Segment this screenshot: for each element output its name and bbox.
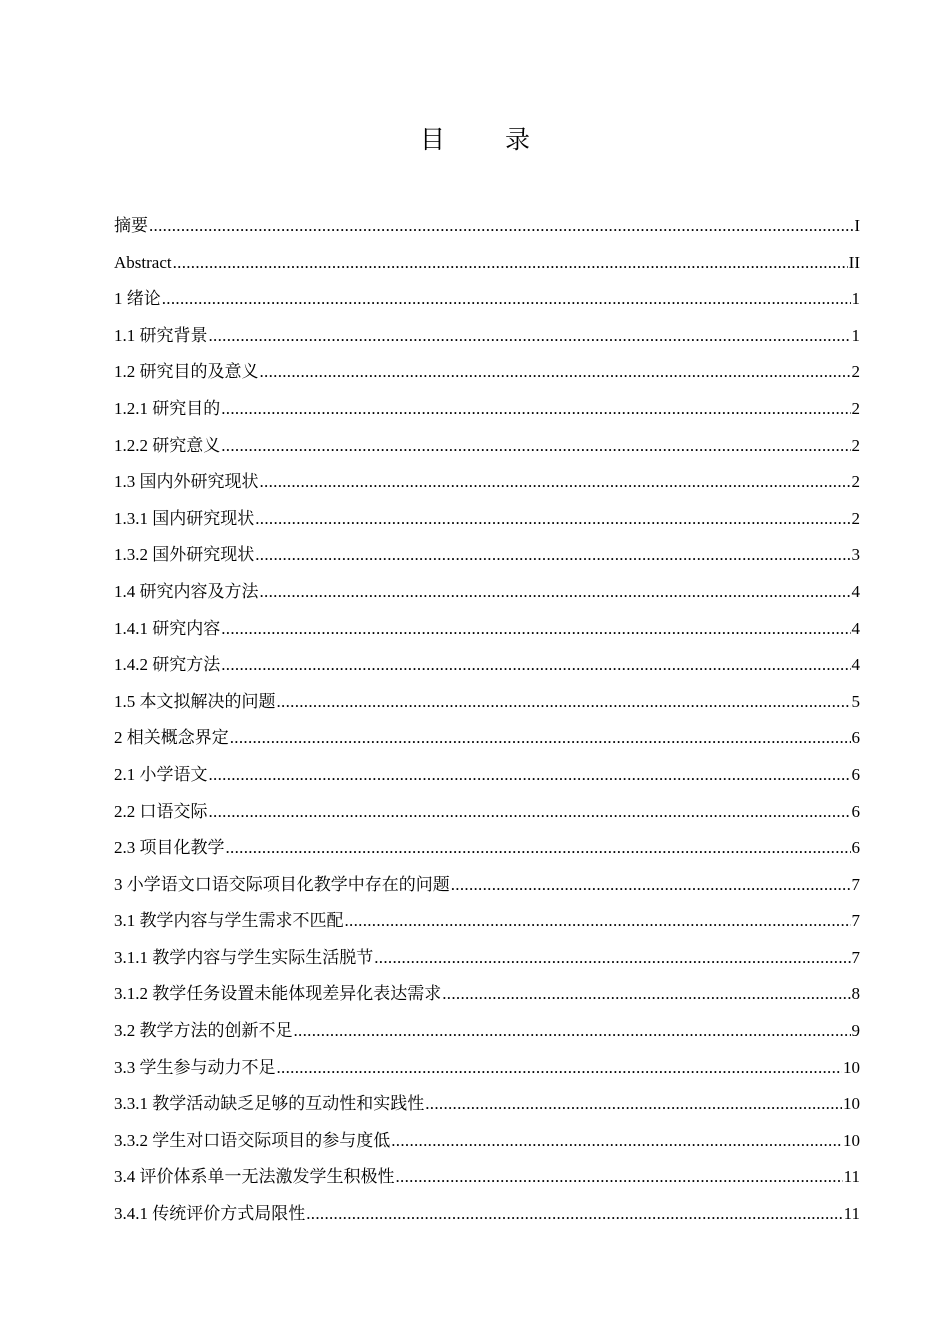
- toc-title: 目 录: [420, 125, 556, 154]
- toc-dot-leader: [221, 428, 850, 465]
- toc-entry-page-number: 2: [851, 398, 860, 418]
- toc-entry[interactable]: [114, 720, 860, 757]
- toc-entry-label: 1.4.1 研究内容: [114, 618, 221, 638]
- toc-entry-label: 3.3 学生参与动力不足: [114, 1057, 276, 1077]
- toc-dot-leader: [230, 720, 851, 757]
- toc-entry[interactable]: [114, 867, 860, 904]
- toc-entry[interactable]: [114, 318, 860, 355]
- toc-dot-leader: [277, 1050, 843, 1087]
- toc-entry[interactable]: [114, 574, 860, 611]
- toc-dot-leader: [209, 794, 851, 831]
- toc-entry[interactable]: [114, 976, 860, 1013]
- toc-entry[interactable]: [114, 903, 860, 940]
- toc-dot-leader: [260, 464, 851, 501]
- toc-entry-page-number: 7: [851, 947, 860, 967]
- toc-entry[interactable]: [114, 684, 860, 721]
- toc-entry-page-number: 6: [851, 801, 860, 821]
- toc-entry-label: 1.4.2 研究方法: [114, 655, 221, 675]
- toc-dot-leader: [255, 501, 850, 538]
- toc-entry-page-number: 2: [851, 472, 860, 492]
- toc-entry-label: 1.4 研究内容及方法: [114, 581, 259, 601]
- toc-entry-label: 3 小学语文口语交际项目化教学中存在的问题: [114, 874, 450, 894]
- toc-entry[interactable]: [114, 1196, 860, 1233]
- toc-dot-leader: [226, 830, 851, 867]
- toc-dot-leader: [162, 281, 851, 318]
- toc-entry-page-number: 1: [851, 289, 860, 309]
- toc-entry-page-number: 6: [851, 764, 860, 784]
- toc-entry-page-number: 2: [851, 508, 860, 528]
- toc-entry-label: 3.1.2 教学任务设置未能体现差异化表达需求: [114, 984, 442, 1004]
- toc-entry-page-number: 10: [843, 1057, 860, 1077]
- toc-dot-leader: [149, 208, 853, 245]
- toc-entry[interactable]: [114, 1086, 860, 1123]
- toc-entry-label: 1.2.2 研究意义: [114, 435, 221, 455]
- toc-entry-label: 1.3 国内外研究现状: [114, 472, 259, 492]
- toc-entry-page-number: 4: [851, 618, 860, 638]
- toc-dot-leader: [221, 391, 850, 428]
- toc-dot-leader: [396, 1159, 843, 1196]
- toc-entry-label: 2.2 口语交际: [114, 801, 208, 821]
- toc-dot-leader: [345, 903, 851, 940]
- toc-entry-page-number: 4: [851, 581, 860, 601]
- toc-entry-page-number: 7: [851, 911, 860, 931]
- toc-entry-page-number: 8: [851, 984, 860, 1004]
- toc-entry[interactable]: [114, 1159, 860, 1196]
- toc-entry[interactable]: [114, 1013, 860, 1050]
- toc-dot-leader: [391, 1123, 842, 1160]
- toc-dot-leader: [221, 611, 850, 648]
- toc-dot-leader: [209, 318, 851, 355]
- toc-entry-page-number: 7: [851, 874, 860, 894]
- toc-entry-label: 1.5 本文拟解决的问题: [114, 691, 276, 711]
- toc-entry-label: 1.1 研究背景: [114, 325, 208, 345]
- toc-dot-leader: [425, 1086, 842, 1123]
- toc-entry-label: 3.4 评价体系单一无法激发学生积极性: [114, 1167, 395, 1187]
- toc-entry[interactable]: [114, 940, 860, 977]
- toc-entry-label: 3.4.1 传统评价方式局限性: [114, 1204, 306, 1224]
- toc-entry[interactable]: [114, 501, 860, 538]
- toc-entry-page-number: 6: [851, 728, 860, 748]
- toc-entry[interactable]: [114, 611, 860, 648]
- toc-entry-label: 2.3 项目化教学: [114, 838, 225, 858]
- toc-entry-label: 3.2 教学方法的创新不足: [114, 1021, 293, 1041]
- toc-entry-label: 1.3.2 国外研究现状: [114, 545, 255, 565]
- toc-dot-leader: [442, 976, 850, 1013]
- toc-entry-page-number: II: [848, 252, 860, 272]
- toc-entry-page-number: 10: [843, 1130, 860, 1150]
- toc-entry[interactable]: [114, 1123, 860, 1160]
- toc-entry-label: 3.3.2 学生对口语交际项目的参与度低: [114, 1130, 391, 1150]
- toc-entry-label: 1.2.1 研究目的: [114, 398, 221, 418]
- toc-list: [114, 208, 860, 1233]
- toc-entry[interactable]: [114, 647, 860, 684]
- toc-entry[interactable]: [114, 391, 860, 428]
- toc-entry-label: 1 绪论: [114, 289, 161, 309]
- toc-entry[interactable]: [114, 464, 860, 501]
- toc-entry-page-number: 11: [843, 1204, 860, 1224]
- toc-entry[interactable]: [114, 757, 860, 794]
- toc-dot-leader: [260, 354, 851, 391]
- toc-dot-leader: [374, 940, 850, 977]
- toc-entry-label: 3.3.1 教学活动缺乏足够的互动性和实践性: [114, 1094, 425, 1114]
- toc-dot-leader: [209, 757, 851, 794]
- toc-entry-label: 摘要: [114, 216, 148, 235]
- toc-dot-leader: [294, 1013, 851, 1050]
- toc-entry-label: 1.2 研究目的及意义: [114, 362, 259, 382]
- toc-entry[interactable]: [114, 281, 860, 318]
- toc-entry-page-number: 11: [843, 1167, 860, 1187]
- toc-entry[interactable]: [114, 794, 860, 831]
- toc-entry-label: 3.1.1 教学内容与学生实际生活脱节: [114, 947, 374, 967]
- toc-entry-label: 2 相关概念界定: [114, 728, 229, 748]
- toc-entry[interactable]: [114, 1050, 860, 1087]
- toc-dot-leader: [306, 1196, 842, 1233]
- toc-dot-leader: [255, 537, 850, 574]
- toc-dot-leader: [260, 574, 851, 611]
- toc-dot-leader: [451, 867, 851, 904]
- toc-entry[interactable]: [114, 428, 860, 465]
- toc-entry-label: Abstract: [114, 252, 172, 272]
- toc-entry-page-number: 3: [851, 545, 860, 565]
- toc-entry-page-number: 5: [851, 691, 860, 711]
- toc-entry-page-number: 2: [851, 435, 860, 455]
- toc-entry-page-number: 1: [851, 325, 860, 345]
- toc-dot-leader: [277, 684, 851, 721]
- toc-entry-page-number: 4: [851, 655, 860, 675]
- toc-entry-label: 1.3.1 国内研究现状: [114, 508, 255, 528]
- toc-entry[interactable]: [114, 354, 860, 391]
- toc-entry[interactable]: [114, 537, 860, 574]
- toc-entry[interactable]: [114, 830, 860, 867]
- toc-entry-page-number: 9: [851, 1021, 860, 1041]
- toc-entry[interactable]: [114, 208, 860, 245]
- toc-dot-leader: [221, 647, 850, 684]
- toc-entry-page-number: 2: [851, 362, 860, 382]
- toc-entry-page-number: 10: [843, 1094, 860, 1114]
- toc-dot-leader: [173, 245, 848, 282]
- toc-entry[interactable]: [114, 245, 860, 282]
- toc-entry-page-number: I: [854, 216, 860, 235]
- toc-entry-label: 3.1 教学内容与学生需求不匹配: [114, 911, 344, 931]
- toc-entry-page-number: 6: [851, 838, 860, 858]
- toc-entry-label: 2.1 小学语文: [114, 764, 208, 784]
